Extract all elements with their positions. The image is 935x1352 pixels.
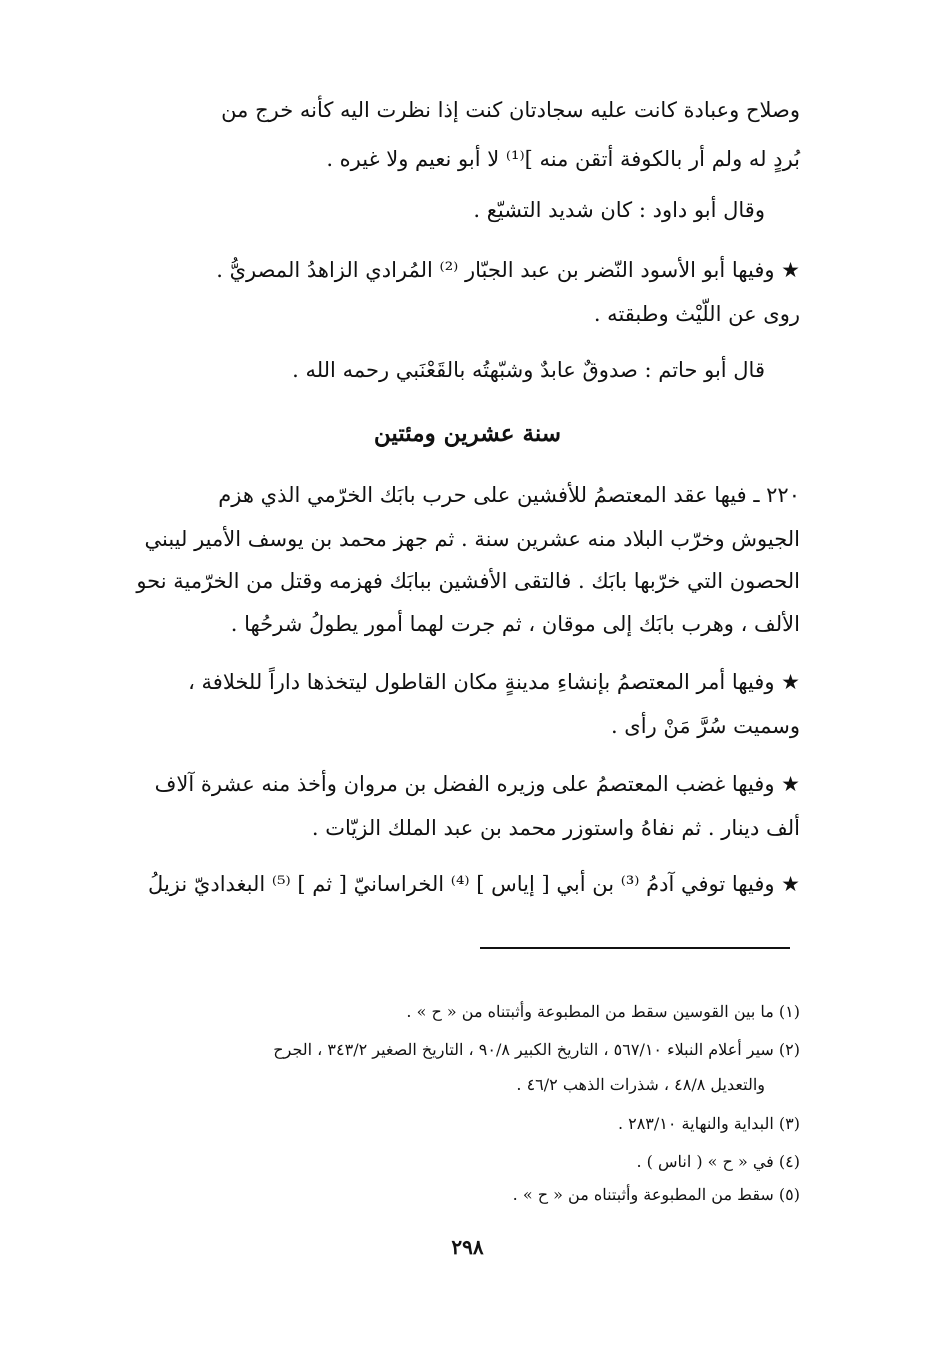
text-line-5: روى عن اللّيْث وطبقته . (593, 302, 800, 326)
footnote-3: (٣) البداية والنهاية ٢٨٣/١٠ . (617, 1114, 800, 1133)
text-line-7: ٢٢٠ ـ فيها عقد المعتصمُ للأفشين على حرب بابَك الخرّمي الذي هزم (218, 483, 800, 507)
footnote-2: (٢) سير أعلام النبلاء ٥٦٧/١٠ ، التاريخ الكبير ٩٠/٨ ، التاريخ الصغير ٣٤٣/٢ ، الجرح (273, 1040, 800, 1059)
text-line-6: قال أبو حاتم : صدوقٌ عابدٌ وشبّهتُه بالقَعْنَبي رحمه الله . (292, 358, 765, 382)
text-line-8: الجيوش وخرّب البلاد منه عشرين سنة . ثم جهز محمد بن يوسف الأمير ليبني (144, 527, 800, 551)
text-line-2: بُردٍ له ولم أر بالكوفة أتقن منه ]⁽¹⁾ لا أبو نعيم ولا غيره . (326, 147, 800, 171)
text-line-4: ★ وفيها أبو الأسود النّضر بن عبد الجبّار ⁽²⁾ المُرادي الزاهدُ المصريُّ . (216, 258, 800, 282)
text-line-13: ★ وفيها غضب المعتصمُ على وزيره الفضل بن مروان وأخذ منه عشرة آلاف (154, 772, 800, 796)
text-line-11: ★ وفيها أمر المعتصمُ بإنشاءِ مدينةٍ مكان القاطول ليتخذها داراً للخلافة ، (188, 670, 800, 694)
text-line-12: وسميت سُرَّ مَنْ رأى . (610, 714, 800, 738)
text-line-3: وقال أبو داود : كان شديد التشيّع . (473, 198, 765, 222)
footnote-2-continued: والتعديل ٤٨/٨ ، شذرات الذهب ٤٦/٢ . (516, 1075, 765, 1094)
footnote-1: (١) ما بين القوسين سقط من المطبوعة وأثبتناه من « ح » . (406, 1002, 800, 1021)
footnote-5: (٥) سقط من المطبوعة وأثبتناه من « ح » . (512, 1185, 800, 1204)
text-line-14: ألف دينار . ثم نفاهُ واستوزر محمد بن عبد الملك الزيّات . (311, 816, 800, 840)
text-line-9: الحصون التي خرّبها بابَك . فالتقى الأفشين ببابَك فهزمه وقتل من الخرّمية نحو (136, 569, 800, 593)
section-heading: سنة عشرين ومئتين (373, 420, 562, 447)
text-line-1: وصلاح وعبادة كانت عليه سجادتان كنت إذا نظرت اليه كأنه خرج من (221, 98, 800, 122)
page-number: ٢٩٨ (451, 1235, 484, 1259)
footnote-4: (٤) في « ح » ( اناس ) . (636, 1152, 800, 1171)
text-line-10: الألف ، وهرب بابَك إلى موقان ، ثم جرت لهما أمور يطولُ شرحُها . (230, 612, 800, 636)
footnote-separator (480, 947, 790, 949)
text-line-15: ★ وفيها توفي آدمُ ⁽³⁾ بن أبي [ إياس ] ⁽⁴⁾ الخراسانيّ [ ثم ] ⁽⁵⁾ البغداديّ نزيلُ (148, 872, 800, 896)
